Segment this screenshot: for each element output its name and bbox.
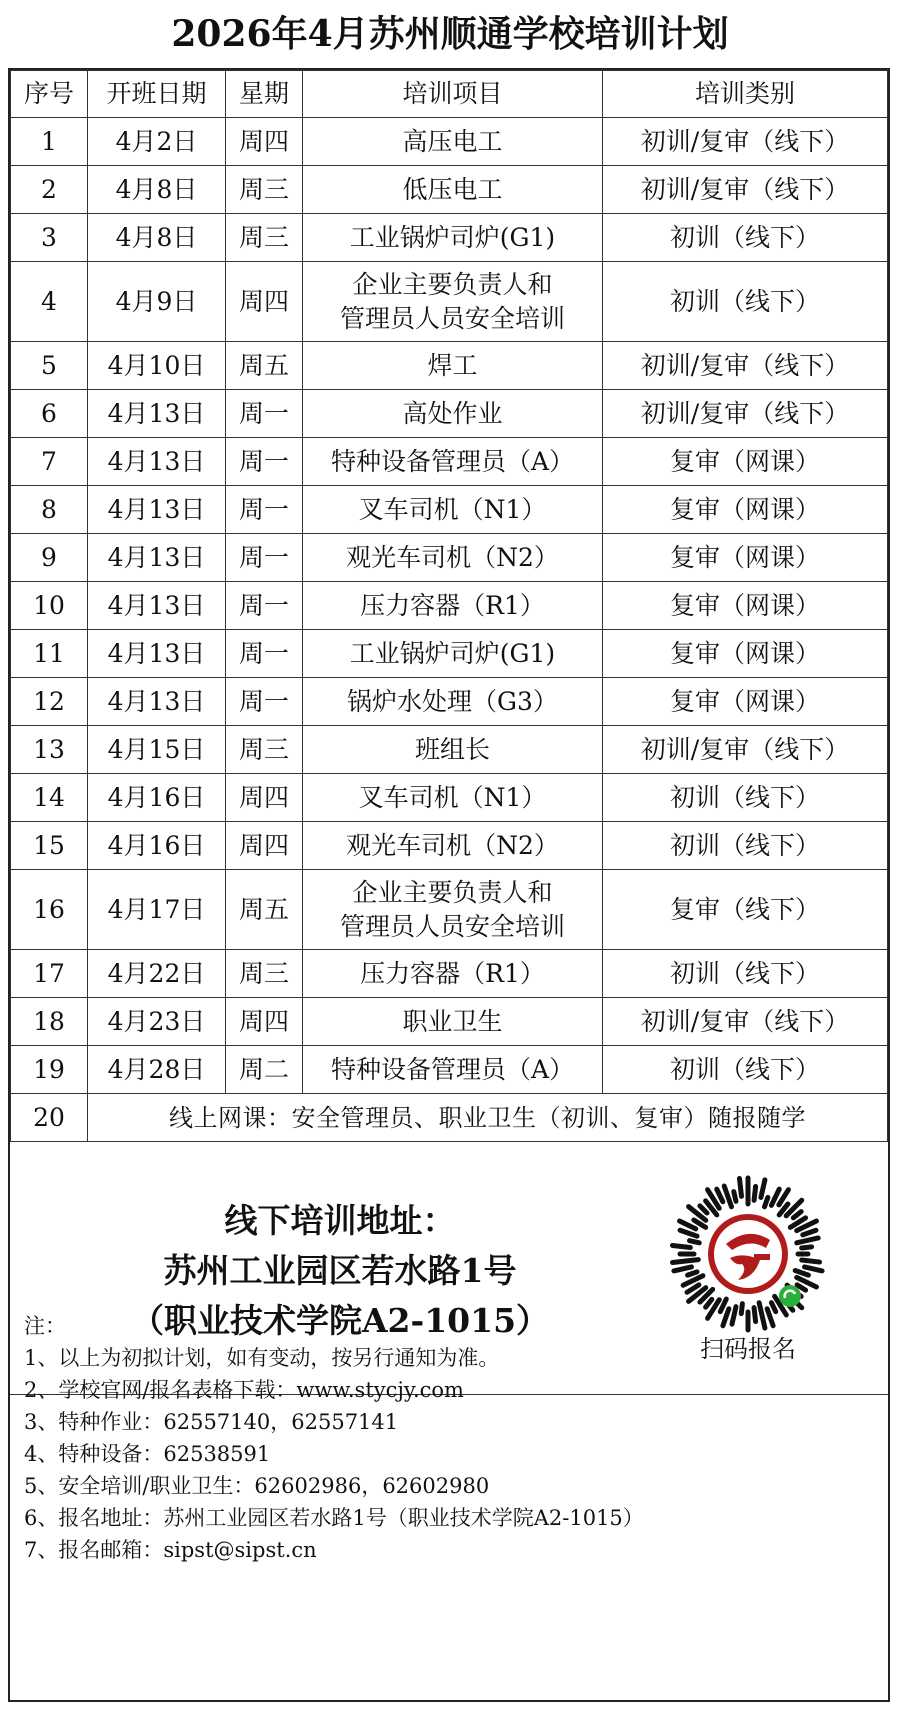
cell-weekday: 周三 bbox=[226, 726, 303, 774]
table-row bbox=[11, 1046, 888, 1094]
note-line: 3、特种作业：62557140，62557141 bbox=[24, 1410, 399, 1434]
cell-date: 4月23日 bbox=[88, 998, 226, 1046]
cell-type: 初训（线下） bbox=[603, 822, 888, 870]
cell-type: 复审（网课） bbox=[603, 486, 888, 534]
cell-item bbox=[303, 486, 603, 534]
cell-weekday: 周四 bbox=[226, 822, 303, 870]
table-row bbox=[11, 678, 888, 726]
cell-weekday: 周五 bbox=[226, 342, 303, 390]
cell-type: 复审（网课） bbox=[603, 438, 888, 486]
cell-date: 4月16日 bbox=[88, 822, 226, 870]
cell-type: 初训/复审（线下） bbox=[603, 726, 888, 774]
cell-no: 2 bbox=[11, 166, 88, 214]
note-line: 4、特种设备：62538591 bbox=[24, 1442, 271, 1466]
cell-weekday: 周三 bbox=[226, 166, 303, 214]
schedule-table bbox=[10, 70, 888, 1142]
cell-item-line: 观光车司机（N2） bbox=[346, 542, 559, 572]
table-header-row bbox=[11, 71, 888, 118]
cell-item bbox=[303, 726, 603, 774]
cell-type: 初训/复审（线下） bbox=[603, 390, 888, 438]
cell-date: 4月10日 bbox=[88, 342, 226, 390]
cell-item bbox=[303, 166, 603, 214]
note-line: 1、以上为初拟计划，如有变动，按另行通知为准。 bbox=[24, 1346, 500, 1370]
table-row bbox=[11, 438, 888, 486]
address-line: 线下培训地址： bbox=[224, 1201, 456, 1240]
cell-type: 复审（网课） bbox=[603, 630, 888, 678]
note-line: 6、报名地址：苏州工业园区若水路1号（职业技术学院A2-1015） bbox=[24, 1506, 644, 1530]
cell-weekday: 周一 bbox=[226, 630, 303, 678]
cell-type: 初训（线下） bbox=[603, 950, 888, 998]
cell-date: 4月22日 bbox=[88, 950, 226, 998]
cell-no: 12 bbox=[11, 678, 88, 726]
table-row bbox=[11, 214, 888, 262]
cell-date: 4月13日 bbox=[88, 582, 226, 630]
cell-no: 18 bbox=[11, 998, 88, 1046]
page-title: 2026年4月苏州顺通学校培训计划 bbox=[171, 13, 729, 55]
cell-item bbox=[303, 870, 603, 950]
cell-weekday: 周一 bbox=[226, 438, 303, 486]
cell-item-line: 企业主要负责人和 bbox=[352, 877, 553, 907]
cell-item-line: 工业锅炉司炉(G1) bbox=[349, 638, 556, 668]
cell-item bbox=[303, 774, 603, 822]
cell-item bbox=[303, 438, 603, 486]
header-no: 序号 bbox=[11, 71, 88, 118]
table-row bbox=[11, 262, 888, 342]
table-row bbox=[11, 486, 888, 534]
table-row bbox=[11, 118, 888, 166]
cell-item-line: 班组长 bbox=[414, 734, 490, 764]
table-row bbox=[11, 726, 888, 774]
cell-no: 7 bbox=[11, 438, 88, 486]
cell-weekday: 周一 bbox=[226, 534, 303, 582]
cell-date: 4月13日 bbox=[88, 486, 226, 534]
cell-item-line: 低压电工 bbox=[402, 174, 503, 204]
cell-type: 复审（线下） bbox=[603, 870, 888, 950]
online-course-note: 线上网课：安全管理员、职业卫生（初训、复审）随报随学 bbox=[88, 1094, 888, 1142]
cell-item-line: 企业主要负责人和 bbox=[352, 269, 553, 299]
cell-weekday: 周二 bbox=[226, 1046, 303, 1094]
cell-date: 4月13日 bbox=[88, 630, 226, 678]
cell-weekday: 周四 bbox=[226, 262, 303, 342]
cell-date: 4月13日 bbox=[88, 678, 226, 726]
cell-date: 4月16日 bbox=[88, 774, 226, 822]
cell-type: 初训（线下） bbox=[603, 214, 888, 262]
address-line: （职业技术学院A2-1015） bbox=[130, 1301, 550, 1340]
cell-date: 4月13日 bbox=[88, 534, 226, 582]
note-line: 5、安全培训/职业卫生：62602986，62602980 bbox=[24, 1474, 490, 1498]
cell-item bbox=[303, 582, 603, 630]
cell-weekday: 周四 bbox=[226, 118, 303, 166]
cell-date: 4月17日 bbox=[88, 870, 226, 950]
cell-no: 9 bbox=[11, 534, 88, 582]
cell-weekday: 周一 bbox=[226, 486, 303, 534]
cell-type: 初训/复审（线下） bbox=[603, 342, 888, 390]
cell-item-line: 高处作业 bbox=[402, 398, 503, 428]
cell-no: 13 bbox=[11, 726, 88, 774]
cell-no: 6 bbox=[11, 390, 88, 438]
cell-no: 14 bbox=[11, 774, 88, 822]
cell-type: 初训/复审（线下） bbox=[603, 118, 888, 166]
cell-no: 16 bbox=[11, 870, 88, 950]
notes-section bbox=[24, 1310, 874, 1566]
cell-no: 1 bbox=[11, 118, 88, 166]
table-row bbox=[11, 630, 888, 678]
header-item: 培训项目 bbox=[303, 71, 603, 118]
cell-weekday: 周四 bbox=[226, 998, 303, 1046]
cell-item-line: 管理员人员安全培训 bbox=[339, 911, 565, 941]
cell-type: 初训（线下） bbox=[603, 262, 888, 342]
cell-weekday: 周一 bbox=[226, 678, 303, 726]
cell-item bbox=[303, 390, 603, 438]
cell-item bbox=[303, 678, 603, 726]
note-line: 7、报名邮箱：sipst@sipst.cn bbox=[24, 1538, 317, 1562]
cell-date: 4月8日 bbox=[88, 166, 226, 214]
cell-item-line: 锅炉水处理（G3） bbox=[347, 686, 558, 716]
cell-item-line: 管理员人员安全培训 bbox=[339, 303, 565, 333]
cell-date: 4月28日 bbox=[88, 1046, 226, 1094]
cell-item-line: 压力容器（R1） bbox=[360, 590, 545, 620]
table-row bbox=[11, 774, 888, 822]
cell-no: 8 bbox=[11, 486, 88, 534]
cell-item-line: 特种设备管理员（A） bbox=[330, 1054, 575, 1084]
cell-type: 复审（网课） bbox=[603, 678, 888, 726]
cell-item bbox=[303, 950, 603, 998]
cell-item-line: 叉车司机（N1） bbox=[358, 782, 547, 812]
cell-item-line: 职业卫生 bbox=[402, 1006, 503, 1036]
cell-no: 10 bbox=[11, 582, 88, 630]
cell-weekday: 周五 bbox=[226, 870, 303, 950]
cell-type: 复审（网课） bbox=[603, 534, 888, 582]
cell-type: 初训/复审（线下） bbox=[603, 998, 888, 1046]
table-row bbox=[11, 1094, 888, 1142]
cell-item-line: 焊工 bbox=[427, 350, 478, 380]
cell-weekday: 周一 bbox=[226, 582, 303, 630]
cell-weekday: 周三 bbox=[226, 950, 303, 998]
cell-no: 5 bbox=[11, 342, 88, 390]
table-row bbox=[11, 390, 888, 438]
cell-item-line: 特种设备管理员（A） bbox=[330, 446, 575, 476]
header-type: 培训类别 bbox=[603, 71, 888, 118]
address-line: 苏州工业园区若水路1号 bbox=[163, 1251, 517, 1290]
cell-no: 15 bbox=[11, 822, 88, 870]
table-row bbox=[11, 342, 888, 390]
cell-item bbox=[303, 998, 603, 1046]
cell-no: 11 bbox=[11, 630, 88, 678]
cell-no: 20 bbox=[11, 1094, 88, 1142]
cell-no: 3 bbox=[11, 214, 88, 262]
cell-item bbox=[303, 630, 603, 678]
cell-type: 初训（线下） bbox=[603, 774, 888, 822]
table-row bbox=[11, 582, 888, 630]
qr-label: 扫码报名 bbox=[700, 1335, 796, 1363]
cell-item bbox=[303, 118, 603, 166]
cell-item bbox=[303, 262, 603, 342]
cell-date: 4月13日 bbox=[88, 438, 226, 486]
table-row bbox=[11, 870, 888, 950]
cell-date: 4月15日 bbox=[88, 726, 226, 774]
cell-no: 19 bbox=[11, 1046, 88, 1094]
cell-type: 初训/复审（线下） bbox=[603, 166, 888, 214]
cell-item bbox=[303, 534, 603, 582]
table-row bbox=[11, 950, 888, 998]
cell-no: 4 bbox=[11, 262, 88, 342]
notes-heading: 注： bbox=[24, 1314, 66, 1338]
table-row bbox=[11, 998, 888, 1046]
cell-item bbox=[303, 342, 603, 390]
cell-date: 4月9日 bbox=[88, 262, 226, 342]
cell-item-line: 高压电工 bbox=[402, 126, 503, 156]
table-row bbox=[11, 166, 888, 214]
cell-date: 4月2日 bbox=[88, 118, 226, 166]
cell-type: 初训（线下） bbox=[603, 1046, 888, 1094]
cell-item-line: 观光车司机（N2） bbox=[346, 830, 559, 860]
cell-date: 4月13日 bbox=[88, 390, 226, 438]
cell-item bbox=[303, 1046, 603, 1094]
table-row bbox=[11, 534, 888, 582]
cell-item-line: 叉车司机（N1） bbox=[358, 494, 547, 524]
cell-type: 复审（网课） bbox=[603, 582, 888, 630]
cell-weekday: 周三 bbox=[226, 214, 303, 262]
cell-weekday: 周四 bbox=[226, 774, 303, 822]
cell-no: 17 bbox=[11, 950, 88, 998]
header-date: 开班日期 bbox=[88, 71, 226, 118]
cell-weekday: 周一 bbox=[226, 390, 303, 438]
table-row bbox=[11, 822, 888, 870]
cell-date: 4月8日 bbox=[88, 214, 226, 262]
cell-item bbox=[303, 214, 603, 262]
cell-item-line: 压力容器（R1） bbox=[360, 958, 545, 988]
schedule-frame bbox=[8, 68, 890, 1702]
cell-item bbox=[303, 822, 603, 870]
header-weekday: 星期 bbox=[226, 71, 303, 118]
cell-item-line: 工业锅炉司炉(G1) bbox=[349, 222, 556, 252]
note-line: 2、学校官网/报名表格下载：www.stycjy.com bbox=[24, 1378, 464, 1402]
